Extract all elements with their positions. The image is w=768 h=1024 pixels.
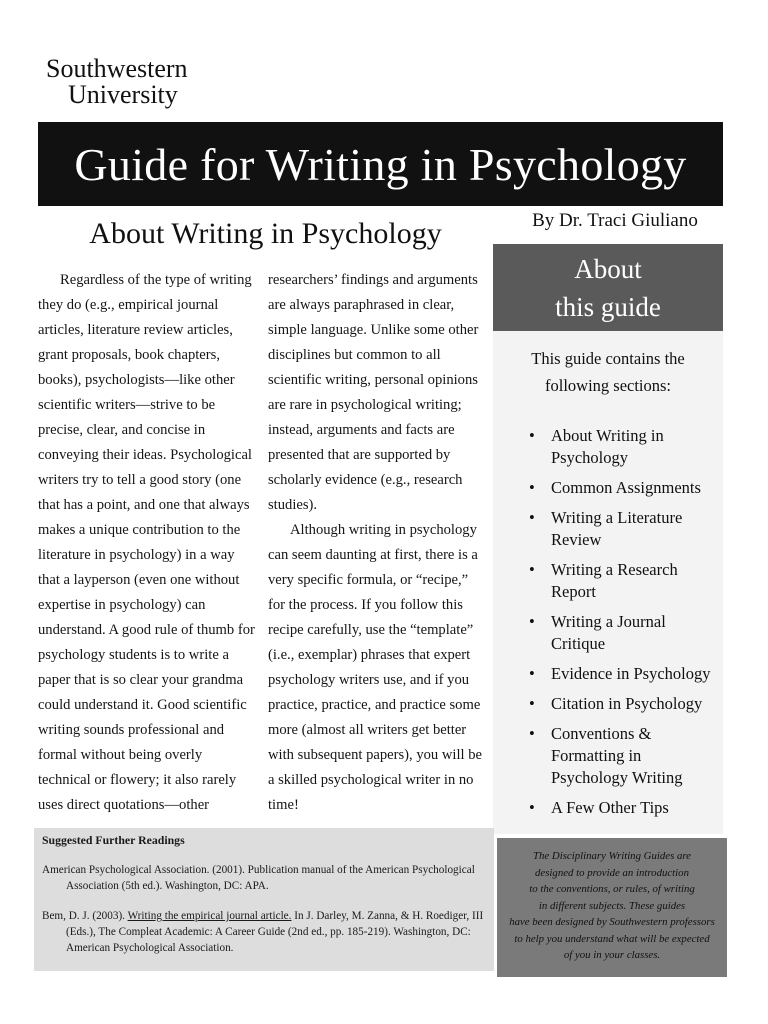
body-column-1 [38, 268, 256, 818]
reference-2-authors: Bem, D. J. (2003). [42, 910, 128, 922]
list-item-label: Common Assignments [551, 478, 701, 497]
disclaimer-line: in different subjects. These guides [538, 899, 686, 912]
list-item-label: Writing a Research Report [551, 560, 678, 601]
disclaimer-line: of you in your classes. [563, 949, 661, 961]
list-item-label: Writing a Literature Review [551, 508, 683, 549]
bullet-icon: • [529, 426, 535, 445]
author-byline: By Dr. Traci Giuliano [532, 210, 698, 231]
reference-2-title: Writing the empirical journal article. [127, 910, 292, 922]
disclaimer-line: have been designed by Southwestern professors [509, 916, 715, 928]
list-item-label: Citation in Psychology [551, 694, 703, 713]
suggested-readings [34, 828, 494, 971]
section-title: About Writing in Psychology [89, 217, 442, 250]
disclaimer-line: The Disciplinary Writing Guides are [533, 850, 691, 862]
reference-1: American Psychological Association. (2001). Publication manual of the American Psychological Association (5th ed.). Washington, DC: APA. [42, 864, 475, 892]
list-item-label: A Few Other Tips [551, 798, 669, 817]
list-item [493, 723, 713, 789]
list-item [493, 611, 713, 655]
list-item-label: Writing a Journal Critique [551, 612, 666, 653]
list-item [493, 663, 713, 685]
bullet-icon: • [529, 508, 535, 527]
list-item [493, 477, 713, 499]
readings-title: Suggested Further Readings [42, 833, 185, 847]
logo-line-1: Southwestern [46, 54, 188, 83]
bullet-icon: • [529, 612, 535, 631]
body-column-2 [268, 268, 484, 818]
list-item [493, 507, 713, 551]
list-item [493, 559, 713, 603]
about-guide-header [493, 244, 723, 331]
about-guide-intro: This guide contains the following sections: [531, 349, 685, 395]
list-item [493, 425, 713, 469]
section-list [493, 425, 723, 819]
about-guide-title-line-1: About [574, 254, 642, 284]
about-guide-panel [493, 331, 723, 834]
list-item [493, 693, 713, 715]
bullet-icon: • [529, 724, 535, 743]
disclaimer-box [497, 838, 727, 977]
body-paragraph-1: Regardless of the type of writing they do (e.g., empirical journal articles, literature review articles, grant proposals, book chapters, books), psychologists—like other scientific writers—strive to be precise, clear, and concise in conveying their ideas. Psychological writers try to tell a good story (one that has a point, and one that always makes a unique contribution to the literature in psychology) in a way that a layperson (even one without expertise in psychology) can understand. A good rule of thumb for psychology students is to write a paper that is so clear your grandma could understand it. Good scientific writing sounds professional and formal without being overly technical or flowery; it also rarely uses direct quotations—other [38, 272, 255, 813]
reference-2-details: In J. Darley, M. Zanna, & H. Roediger, III (Eds.), The Compleat Academic: A Career Guide (2nd ed., pp. 185-219). Washington, DC: American Psychological Association. [66, 910, 484, 954]
body-paragraph-2: Although writing in psychology can seem daunting at first, there is a very specific formula, or “recipe,” for the process. If you follow this recipe carefully, use the “template” (i.e., exemplar) phrases that expert psychology writers use, and if you practice, practice, and practice some more (almost all writers get better with subsequent papers), you will be a skilled psychological writer in no time! [268, 522, 483, 813]
about-guide-title-line-2: this guide [555, 292, 661, 322]
list-item-label: About Writing in Psychology [551, 426, 664, 467]
bullet-icon: • [529, 798, 535, 817]
list-item-label: Evidence in Psychology [551, 664, 711, 683]
disclaimer-line: designed to provide an introduction [535, 866, 689, 879]
list-item [493, 797, 713, 819]
bullet-icon: • [529, 560, 535, 579]
body-paragraph-1-continued: researchers’ findings and arguments are always paraphrased in clear, simple language. Unlike some other disciplines but common to all scientific writing, personal opinions are rare in psychological writing; instead, arguments and facts are presented that are supported by scholarly evidence (e.g., research studies). [268, 272, 479, 513]
disclaimer-line: to the conventions, or rules, of writing [529, 883, 695, 895]
title-banner [38, 122, 723, 206]
bullet-icon: • [529, 694, 535, 713]
list-item-label: Conventions & Formatting in Psychology Writing [551, 724, 683, 787]
bullet-icon: • [529, 478, 535, 497]
bullet-icon: • [529, 664, 535, 683]
disclaimer-line: to help you understand what will be expected [514, 932, 710, 945]
reference-2 [42, 908, 486, 956]
logo-line-2: University [68, 80, 178, 109]
university-logo [46, 56, 246, 108]
page-title: Guide for Writing in Psychology [74, 138, 687, 190]
